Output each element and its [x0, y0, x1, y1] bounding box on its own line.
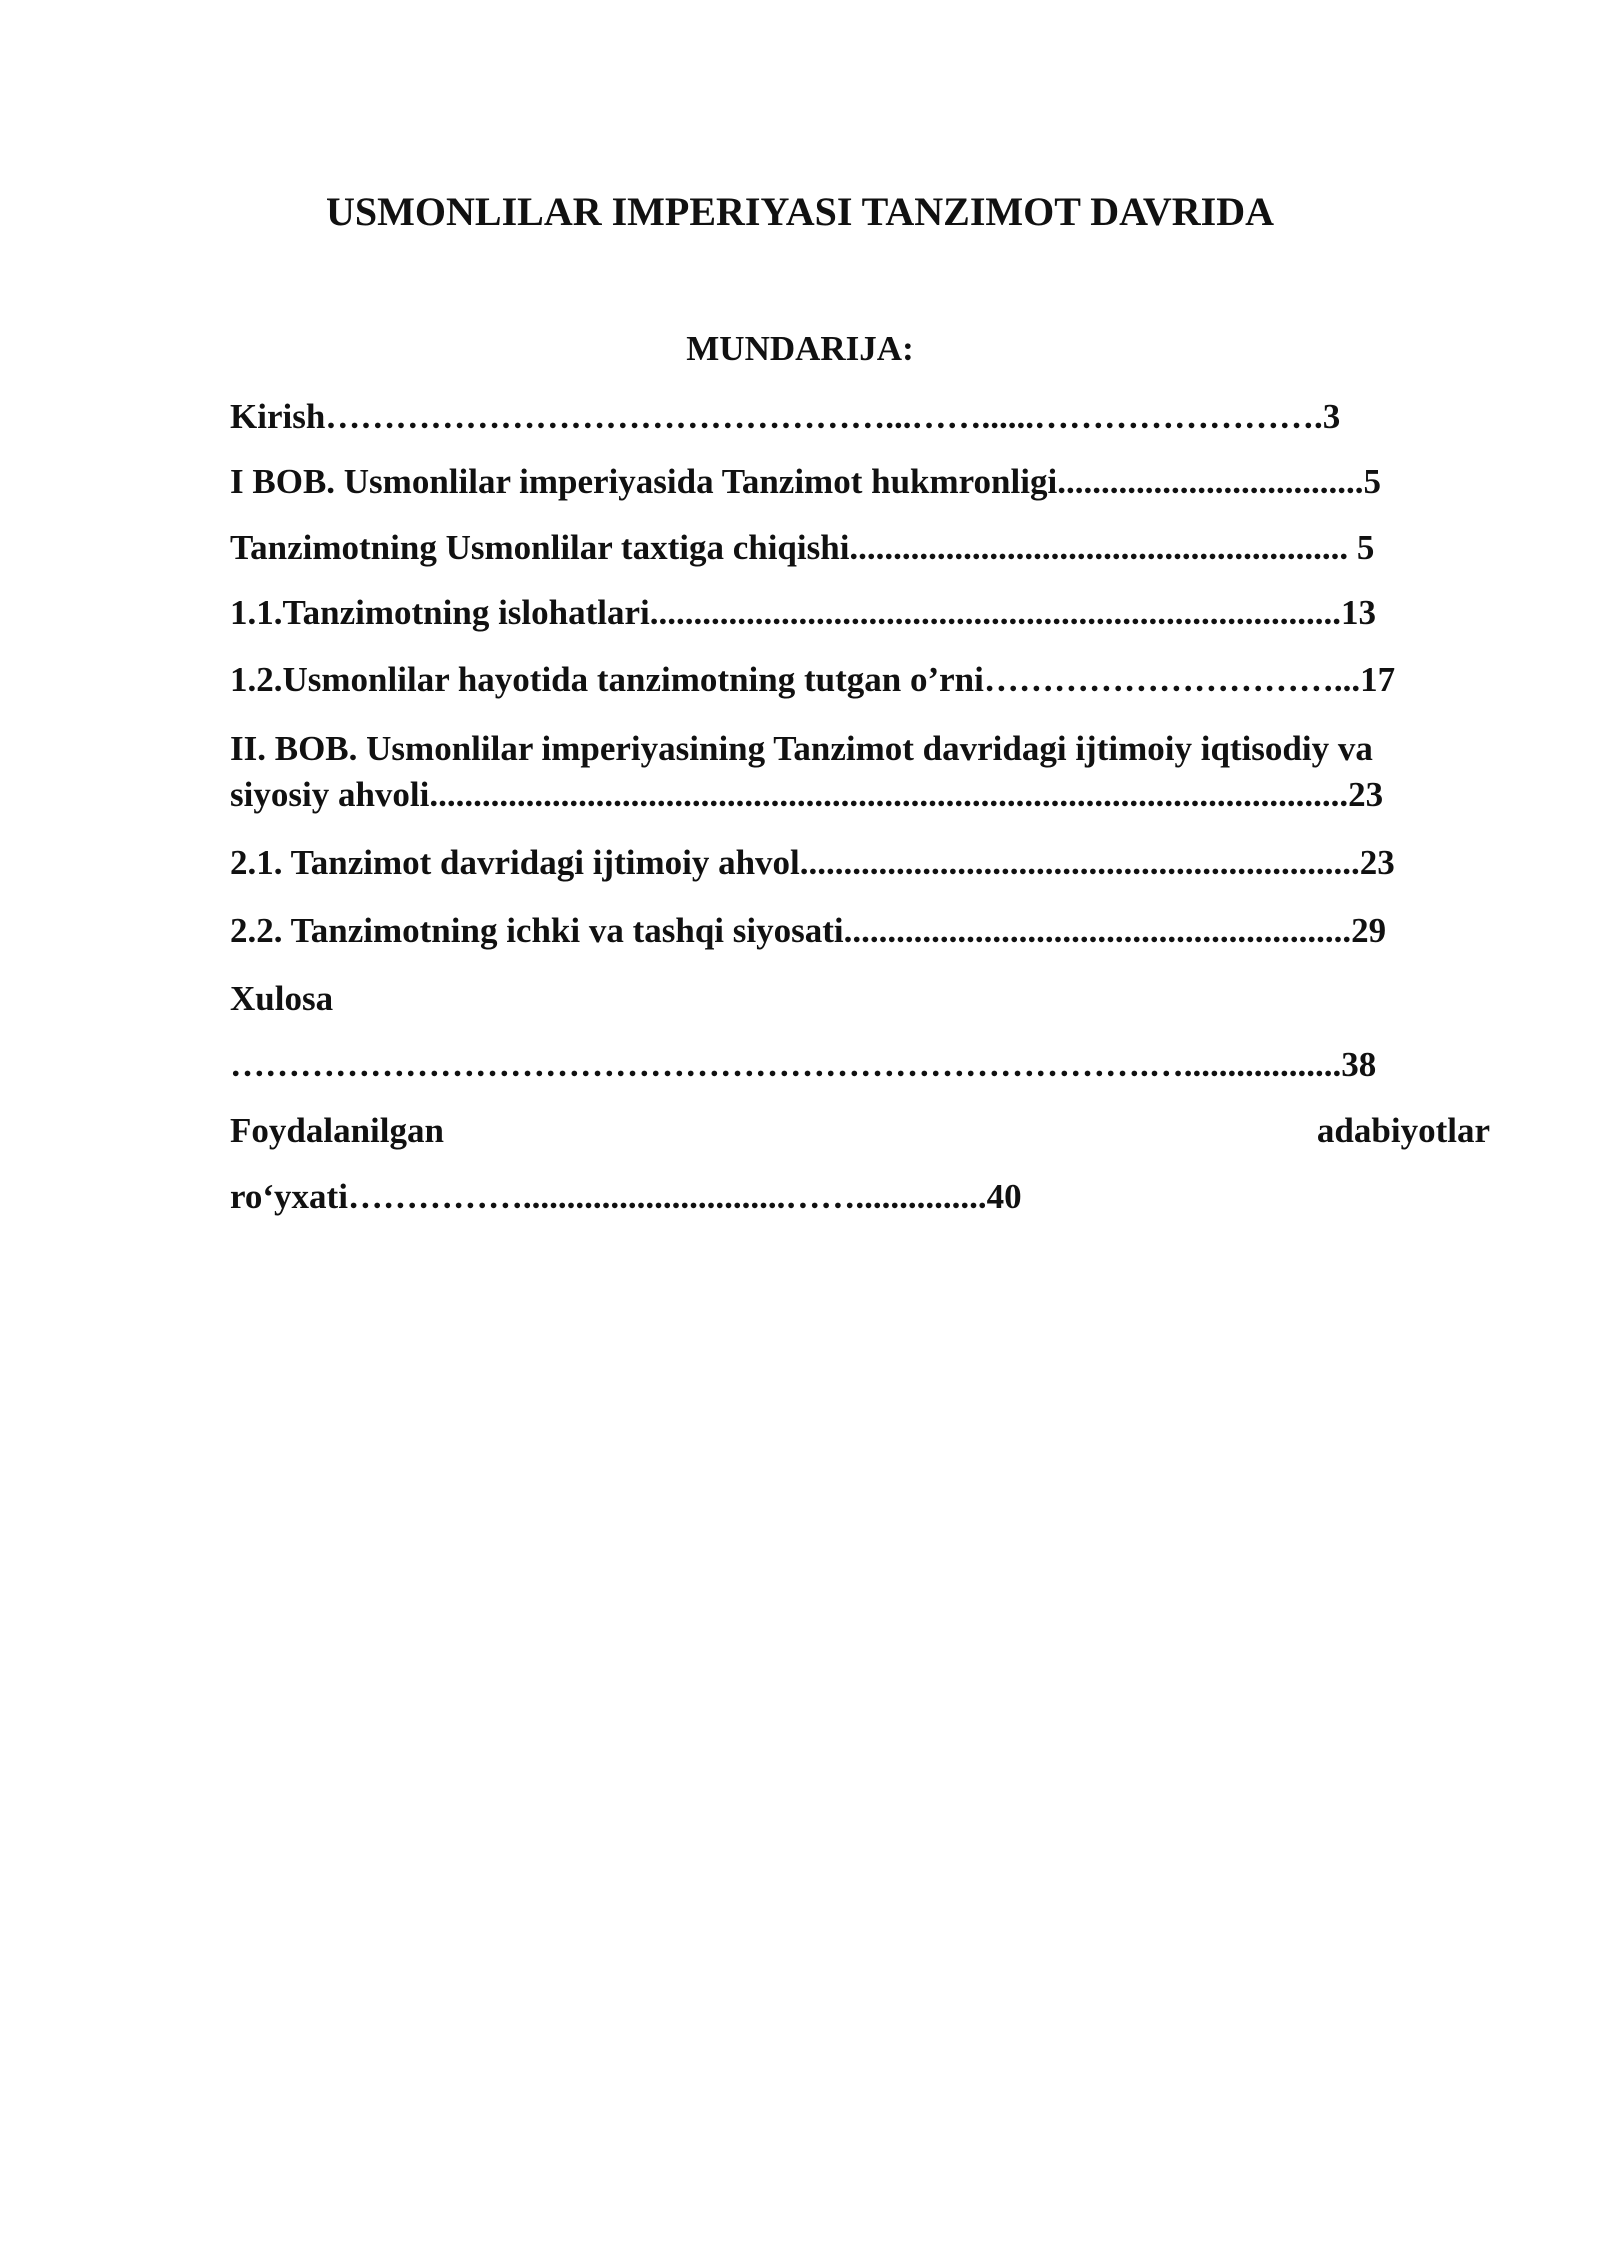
toc-entry-tanzimot-taxt: Tanzimotning Usmonlilar taxtiga chiqishi......................................................... 5	[230, 528, 1375, 567]
toc-entry-1-1: 1.1.Tanzimotning islohatlari...............................................................................13	[230, 593, 1376, 632]
toc-entry-adabiyotlar-word-1: Foydalanilgan	[230, 1111, 444, 1150]
toc-entry-chapter-2-line-1: II. BOB. Usmonlilar imperiyasining Tanzimot davridagi ijtimoiy iqtisodiy va	[230, 729, 1373, 768]
toc-entry-adabiyotlar-line-1	[230, 1108, 1490, 1154]
document-title: USMONLILAR IMPERIYASI TANZIMOT DAVRIDA	[326, 189, 1274, 234]
toc-entry-adabiyotlar-line-2: ro‘yxati……………..............................……...............40	[230, 1177, 1022, 1216]
toc-entry-2-2: 2.2. Tanzimotning ichki va tashqi siyosati..........................................................29	[230, 911, 1387, 950]
toc-entry-2-1: 2.1. Tanzimot davridagi ijtimoiy ahvol................................................................23	[230, 843, 1395, 882]
toc-entry-xulosa-page: …………………………………………………………………….…..................38	[230, 1045, 1377, 1084]
toc-entry-chapter-2-line-2: siyosiy ahvoli.........................................................................................................23	[230, 775, 1384, 814]
toc-entry-adabiyotlar-word-2: adabiyotlar	[1316, 1111, 1490, 1150]
toc-entry-1-2: 1.2.Usmonlilar hayotida tanzimotning tutgan o’rni…………………………...17	[230, 660, 1396, 699]
toc-entry-chapter-1: I BOB. Usmonlilar imperiyasida Tanzimot hukmronligi...................................5	[230, 462, 1381, 501]
toc-entry-kirish: Kirish…………………………………………...……......…………………….3	[230, 397, 1341, 436]
toc-entry-xulosa: Xulosa	[230, 979, 334, 1018]
toc-heading: MUNDARIJA:	[686, 329, 914, 368]
